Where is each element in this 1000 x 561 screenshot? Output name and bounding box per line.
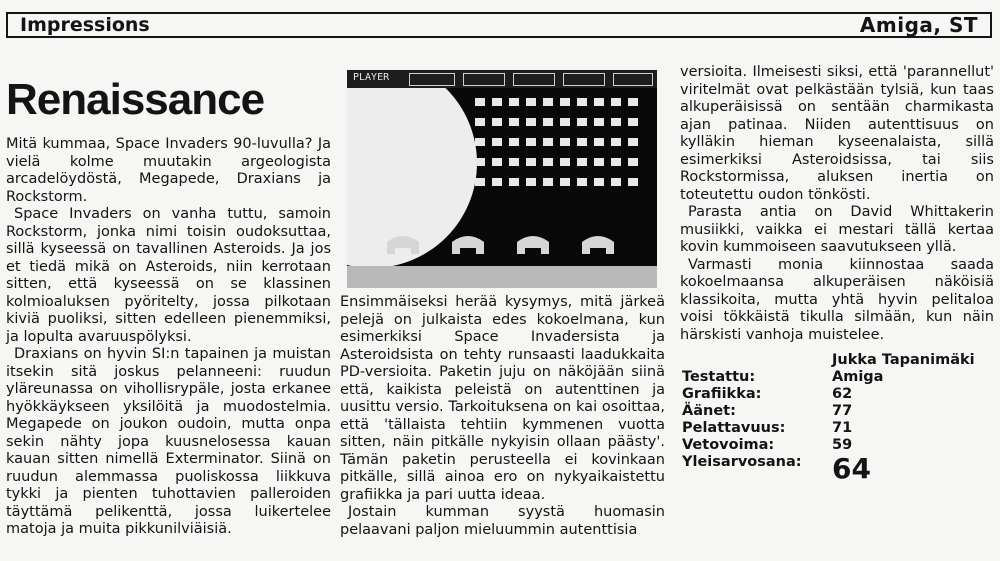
- article-column-2: [340, 294, 665, 539]
- invader-sprite: [611, 138, 621, 146]
- overall-score-value: 64: [832, 452, 871, 485]
- invader-sprite: [628, 178, 638, 186]
- invader-sprite: [628, 138, 638, 146]
- score-label: Vetovoima:: [682, 437, 775, 453]
- invader-sprite: [475, 138, 485, 146]
- invader-sprite: [594, 118, 604, 126]
- score-value: 71: [832, 420, 853, 436]
- hud-label: PLAYER: [353, 72, 390, 83]
- invader-sprite: [594, 158, 604, 166]
- invader-sprite: [577, 118, 587, 126]
- invader-sprite: [611, 118, 621, 126]
- invader-sprite: [628, 98, 638, 106]
- score-value: 62: [832, 386, 853, 402]
- invader-sprite: [492, 138, 502, 146]
- bunker-shield: [582, 236, 614, 254]
- bunker-shield: [517, 236, 549, 254]
- invader-sprite: [475, 178, 485, 186]
- reviewer-name: Jukka Tapanimäki: [832, 352, 975, 368]
- invader-sprite: [492, 118, 502, 126]
- invader-sprite: [509, 138, 519, 146]
- invader-sprite: [611, 158, 621, 166]
- paragraph: Mitä kummaa, Space Invaders 90-luvulla? Ja vielä kolme muutakin argeologista arcadelöydöstä, Megapede, Draxians ja Rockstorm.: [6, 136, 331, 205]
- invader-sprite: [543, 118, 553, 126]
- invader-sprite: [475, 158, 485, 166]
- invader-sprite: [526, 138, 536, 146]
- invader-formation: [347, 70, 657, 288]
- invader-sprite: [594, 98, 604, 106]
- invader-sprite: [560, 98, 570, 106]
- article-column-1: [6, 136, 331, 539]
- invader-sprite: [492, 98, 502, 106]
- invader-sprite: [560, 158, 570, 166]
- invader-sprite: [560, 138, 570, 146]
- score-label: Grafiikka:: [682, 386, 762, 402]
- invader-sprite: [492, 158, 502, 166]
- bunker-shield: [387, 236, 419, 254]
- invader-sprite: [560, 178, 570, 186]
- invader-sprite: [577, 178, 587, 186]
- invader-sprite: [577, 98, 587, 106]
- paragraph: Parasta antia on David Whittakerin musiikki, vaikka ei mestari tällä kertaa kovin kummoiseen saavutukseen yllä.: [680, 204, 994, 255]
- score-label: Äänet:: [682, 403, 736, 419]
- invader-sprite: [577, 138, 587, 146]
- invader-sprite: [492, 178, 502, 186]
- invader-sprite: [526, 178, 536, 186]
- paragraph: versioita. Ilmeisesti siksi, että 'parannellut' viritelmät ovat pelkästään tylsiä, kun taas alkuperäisissä on sentään charmikasta ajan patinaa. Niiden autenttisuus on kylläkin hieman kyseenalaista, sillä esimerkiksi Asteroidsissa, tai siis Rockstormissa, aluksen inertia on toteutettu oudon tönkösti.: [680, 64, 994, 203]
- paragraph: Varmasti monia kiinnostaa saada kokoelmaansa alkuperäisen näköisiä klassikoita, mutta yhtä hyvin pelitaloa voisi tökkäistä tikulla silmään, kun näin härskisti vanhoja muistelee.: [680, 256, 994, 343]
- invader-sprite: [628, 158, 638, 166]
- article-title: Renaissance: [6, 75, 265, 124]
- invader-sprite: [611, 98, 621, 106]
- score-label: Pelattavuus:: [682, 420, 786, 436]
- invader-sprite: [509, 158, 519, 166]
- invader-sprite: [543, 98, 553, 106]
- platforms-label: Amiga, ST: [859, 13, 978, 37]
- invader-sprite: [628, 118, 638, 126]
- bunker-shield: [452, 236, 484, 254]
- score-label: Testattu:: [682, 369, 756, 385]
- score-value: Amiga: [832, 369, 884, 385]
- article-column-3: [680, 64, 994, 344]
- section-label: Impressions: [20, 14, 150, 36]
- invader-sprite: [577, 158, 587, 166]
- score-value: 59: [832, 437, 853, 453]
- invader-sprite: [543, 158, 553, 166]
- invader-sprite: [475, 98, 485, 106]
- overall-score-label: Yleisarvosana:: [682, 454, 802, 470]
- invader-sprite: [526, 118, 536, 126]
- invader-sprite: [560, 118, 570, 126]
- invader-sprite: [526, 158, 536, 166]
- invader-sprite: [475, 118, 485, 126]
- paragraph: Ensimmäiseksi herää kysymys, mitä järkeä pelejä on julkaista edes kokoelmana, kun esimerkiksi Space Invadersista ja Asteroidsista on tehty runsaasti laadukkaita PD-versioita. Paketin juju on näköjään siinä että, kaikista peleistä on autenttinen ja uusittu versio. Tarkoituksena on kai osoittaa, että 'tällaista tehtiin kymmenen vuotta sitten, näin pitkälle nykyisin ollaan päästy'. Tämän paketin perusteella ei kovinkaan pitkälle, sillä ainoa ero on nykyaikaistettu grafiikka ja pari uutta ideaa.: [340, 294, 665, 503]
- invader-sprite: [509, 118, 519, 126]
- invader-sprite: [543, 138, 553, 146]
- paragraph: Jostain kumman syystä huomasin pelaavani paljon mieluummin autenttisia: [340, 504, 665, 538]
- game-screenshot: [347, 70, 657, 288]
- paragraph: Space Invaders on vanha tuttu, samoin Rockstorm, jonka nimi toisin oudoksuttaa, sillä kyseessä on tavallinen Asteroids. Ja jos et tiedä mikä on Asteroids, niin kerrotaan sitten, että kyseessä on se klassinen kolmioaluksen pyöritelty, jossa pilkotaan kiviä puoliksi, sitten edelleen pienemmiksi, ja lopulta avaruuspölyksi.: [6, 206, 331, 345]
- invader-sprite: [611, 178, 621, 186]
- invader-sprite: [509, 178, 519, 186]
- invader-sprite: [594, 178, 604, 186]
- invader-sprite: [594, 138, 604, 146]
- ground-strip: [347, 266, 657, 288]
- invader-sprite: [509, 98, 519, 106]
- section-header-bar: [6, 12, 992, 38]
- invader-sprite: [526, 98, 536, 106]
- score-value: 77: [832, 403, 853, 419]
- paragraph: Draxians on hyvin SI:n tapainen ja muistan itsekin sitä joskus pelanneeni: ruudun yläreunassa on vihollisrypäle, josta erkanee hyökkäykseen yksilöitä ja muodostelmia. Megapede on joukon oudoin, mutta onpa sekin nähty jopa kuusnelosessa kauan kauan sitten nimellä Exterminator. Siinä on ruudun alemmassa puoliskossa liikkuva tykki ja pienten tuhottavien palleroiden täyttämä pelikenttä, jossa luikertelee matoja ja muita pikkunilviäisiä.: [6, 346, 331, 537]
- invader-sprite: [543, 178, 553, 186]
